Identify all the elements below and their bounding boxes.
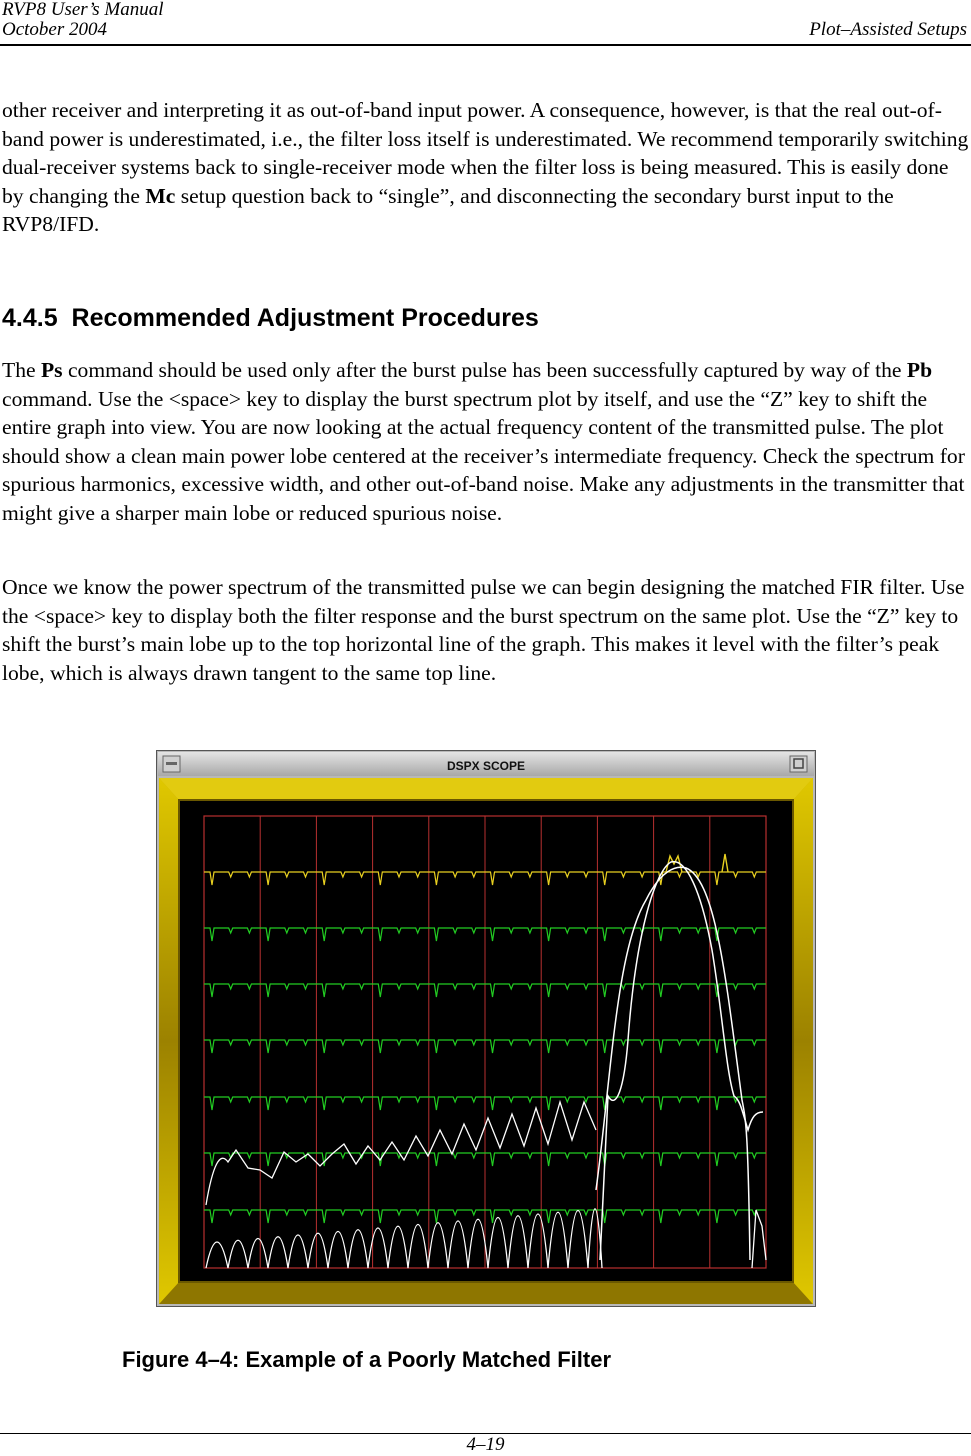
paragraph-2	[2, 356, 970, 528]
p2-text-3: command. Use the <space> key to display the burst spectrum plot by itself, and use the “Z” key to shift the entire graph into view. You are now looking at the actual frequency content of the transmitted pulse. The plot should show a clean main power lobe centered at the receiver’s intermediate frequency. Check the spectrum for spurious harmonics, excessive width, and other out-of-band noise. Make any adjustments in the transmitter that might give a sharper main lobe or reduced spurious noise.	[2, 386, 965, 525]
minimize-button[interactable]	[163, 756, 180, 772]
p2-bold-ps: Ps	[40, 358, 63, 382]
p2-bold-pb: Pb	[906, 358, 933, 382]
section-title: Recommended Adjustment Procedures	[71, 304, 539, 332]
p1-text-1: other receiver and interpreting it as out-of-band input power. A consequence, however, is that the real out-of-band power is underestimated, i.e., the filter loss itself is underestimated. We recommend temporarily switching dual-receiver systems back to single-receiver mode when the filter loss is being measured. This is easily done by changing the	[2, 98, 969, 208]
window-title: DSPX SCOPE	[446, 759, 526, 773]
paragraph-3: Once we know the power spectrum of the transmitted pulse we can begin designing the matched FIR filter. Use the <space> key to display both the filter response and the burst spectrum on the same plot. Use the “Z” key to shift the burst’s main lobe up to the top horizontal line of the graph. This makes it level with the filter’s peak lobe, which is always drawn tangent to the same top line.	[2, 575, 965, 685]
maximize-button[interactable]	[790, 756, 807, 772]
header-rule	[0, 44, 971, 46]
section-heading	[2, 304, 539, 333]
scope-svg	[156, 750, 816, 1307]
page-number: 4–19	[466, 1434, 505, 1455]
p2-text-1: The	[2, 358, 41, 382]
dspx-scope-window	[156, 750, 816, 1307]
section-title-header: Plot–Assisted Setups	[809, 19, 967, 40]
p1-bold-mc: Mc	[145, 183, 176, 208]
p1-text-2: setup question back to “single”, and disconnecting the secondary burst input to the RVP8/IFD.	[2, 183, 894, 237]
manual-date: October 2004	[2, 19, 108, 40]
manual-title-header	[2, 0, 164, 40]
p2-text-2: command should be used only after the burst pulse has been successfully captured by way of the	[62, 358, 907, 382]
figure-caption: Figure 4–4: Example of a Poorly Matched Filter	[122, 1347, 612, 1372]
paragraph-1	[2, 96, 970, 239]
section-number: 4.4.5	[2, 304, 58, 332]
manual-title: RVP8 User’s Manual	[2, 0, 164, 20]
minimize-icon	[166, 762, 177, 765]
